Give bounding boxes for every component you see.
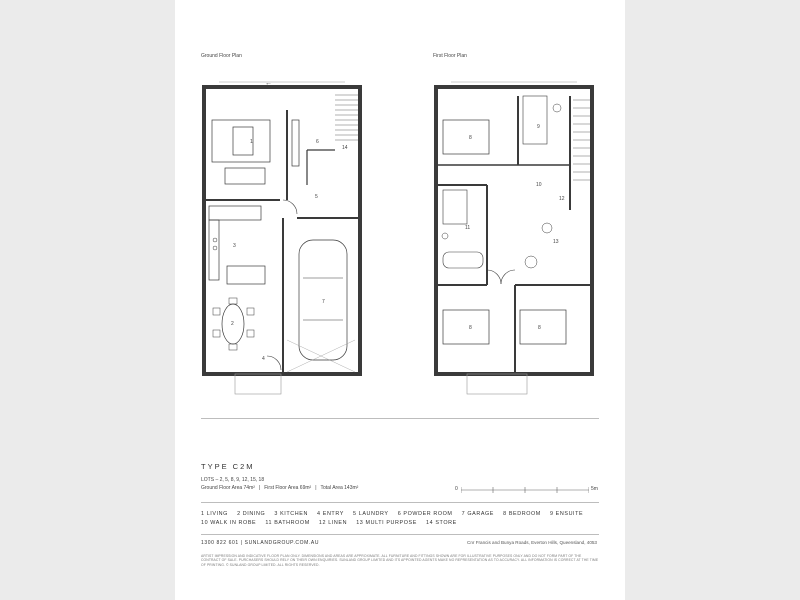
room-legend — [201, 510, 611, 528]
room-number: 9 — [537, 124, 540, 130]
divider — [201, 418, 599, 419]
legend-item: 7 GARAGE — [461, 511, 495, 517]
ground-floor-area: Ground Floor Area 74m² — [201, 485, 255, 491]
separator: | — [315, 485, 317, 491]
room-number: 8 — [469, 135, 472, 141]
room-number: 8 — [538, 325, 541, 331]
lots-list: LOTS – 2, 5, 8, 9, 12, 15, 18 — [201, 477, 265, 483]
room-number: 8 — [469, 325, 472, 331]
floor-plan-sheet — [175, 0, 625, 600]
legend-item: 3 KITCHEN — [274, 511, 308, 517]
room-number: 1 — [250, 139, 253, 145]
room-number: 7 — [322, 299, 325, 305]
divider — [201, 534, 599, 535]
legend-item: 14 STORE — [426, 520, 457, 526]
scale-bar — [455, 485, 605, 495]
legend-item: 4 ENTRY — [317, 511, 344, 517]
legend-item: 9 ENSUITE — [549, 511, 584, 517]
legend-item: 11 BATHROOM — [265, 520, 310, 526]
legend-item: 5 LAUNDRY — [353, 511, 389, 517]
room-number: 6 — [316, 139, 319, 145]
room-number: 5 — [315, 194, 318, 200]
scale-end-label: 5m — [591, 486, 598, 492]
first-floor-plan — [175, 0, 625, 400]
site-address: Cnr Francis and Bunya Roads, Everton Hills, Queensland, 4053 — [467, 540, 597, 545]
disclaimer-text: ARTIST IMPRESSION AND INDICATIVE FLOOR PLAN ONLY. DIMENSIONS AND AREAS ARE APPROXIMATE. ALL FURNITURE AND FITTINGS SHOWN ARE FOR ILLUSTRATIVE PURPOSES ONLY AND DO NOT FORM PART OF THE CONTRACT OF SALE. PURCHASERS SHOULD RELY ON THEIR OWN ENQUIRIES. SUNLAND GROUP LIMITED AND ITS APPOINTED AGENTS MAKE NO REPRESENTATION AS TO ACCURACY. ALL INFORMATION IS CORRECT AT THE TIME OF PRINTING. © SUNLAND GROUP LIMITED. ALL RIGHTS RESERVED. — [201, 554, 599, 567]
legend-item: 6 POWDER ROOM — [397, 511, 453, 517]
entry-arrow-icon: ← — [265, 80, 272, 87]
scale-start-label: 0 — [455, 486, 458, 492]
room-number: 3 — [233, 243, 236, 249]
room-number: 4 — [262, 356, 265, 362]
contact-info: 1300 822 601 | SUNLANDGROUP.COM.AU — [201, 540, 320, 546]
legend-item: 8 BEDROOM — [503, 511, 541, 517]
area-summary — [201, 485, 358, 491]
ground-floor-title: Ground Floor Plan — [201, 53, 242, 59]
legend-item: 12 LINEN — [318, 520, 348, 526]
divider — [201, 502, 599, 503]
room-number: 11 — [465, 225, 471, 231]
type-title: TYPE C2M — [201, 462, 255, 471]
room-number: 2 — [231, 321, 234, 327]
legend-item: 13 MULTI PURPOSE — [356, 520, 417, 526]
room-number: 12 — [559, 196, 565, 202]
room-number: 10 — [536, 182, 542, 188]
legend-item: 1 LIVING — [201, 511, 228, 517]
first-floor-area: First Floor Area 69m² — [264, 485, 312, 491]
first-floor-title: First Floor Plan — [433, 53, 467, 59]
legend-item: 10 WALK IN ROBE — [201, 520, 257, 526]
legend-item: 2 DINING — [237, 511, 266, 517]
scale-bar-graphic — [461, 487, 589, 493]
room-number: 13 — [553, 239, 559, 245]
separator: | — [258, 485, 261, 491]
room-number: 14 — [342, 145, 348, 151]
total-area: Total Area 143m² — [320, 485, 359, 491]
